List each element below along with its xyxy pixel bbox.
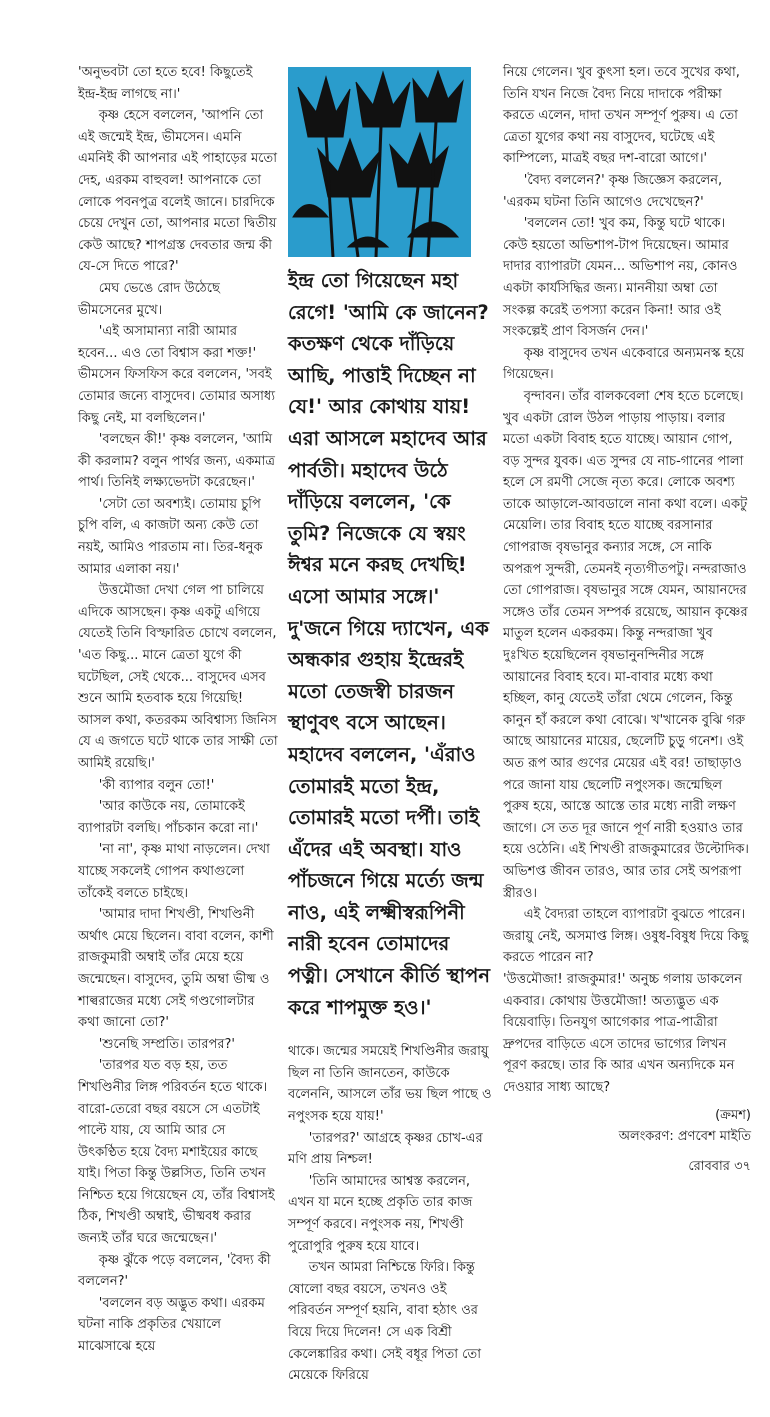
paragraph: 'উত্তমৌজা! রাজকুমার!' অনুচ্চ গলায় ডাকলেন একবার। কোথায় উত্তমৌজা! অত্যদ্ভুত এক বিয়েবাড়ি। তিনযুগ আগেকার পাত্র-পাত্রীরা দ্রুপদের বাড়িতে এসে তাদের ভাগ্যের লিখন পূরণ করছে। তার কি আর এখন অন্যদিকে মন দেওয়ার সাধ্য আছে? [503,971,743,1095]
paragraph: 'আর কাউকে নয়, তোমাকেই ব্যাপারটা বলছি। পাঁচকান করো না।' [78,799,259,836]
paragraph: 'তারপর যত বড় হয়, তত শিখণ্ডিনীর লিঙ্গ পরিবর্তন হতে থাকে। বারো-তেরো বছর বয়সে সে এতটাই পাল্টে যায়, যে আমি আর সে উৎকণ্ঠিত হয়ে বৈদ্য মশাইয়ের কাছে যাই। পিতা কিন্তু উল্লসিত, তিনি তখন নিশ্চিত হয়ে গিয়েছেন যে, তাঁর বিশ্বাসই ঠিক, শিখণ্ডী অম্বাই, ভীষ্মবধ করার জন্যই তাঁর ঘরে জন্মেছেন।' [78,1058,275,1247]
paragraph: নিয়ে গেলেন। খুব কুৎসা হল। তবে সুখের কথা, তিনি যখন নিজে বৈদ্য নিয়ে দাদাকে পরীক্ষা করতে এলেন, দাদা তখন সম্পূর্ণ পুরুষ। এ তো ত্রেতা যুগের কথা নয় বাসুদেব, ঘটেছে এই কাম্পিল্যে, মাত্রই বছর দশ-বারো আগে।' [503,65,740,167]
paragraph: উত্তমৌজা দেখা গেল পা চালিয়ে এদিকে আসছেন। কৃষ্ণ একটু এগিয়ে যেতেই তিনি বিস্ফারিত চোখে বললেন, 'এত কিছু... মানে ত্রেতা যুগে কী ঘটেছিল, সেই থেকে... বাসুদেব এসব শুনে আমি হতবাক হয়ে গিয়েছি! আসল কথা, কতরকম অবিশ্বাস্য জিনিস যে এ জগতে ঘটে থাকে তার সাক্ষী তো আমিই রয়েছি।' [78,583,278,771]
paragraph: 'এই অসামান্যা নারী আমার হবেন... এও তো বিশ্বাস করা শক্ত!' ভীমসেন ফিসফিস করে বললেন, 'সবই তোমার জন্যে বাসুদেব। তোমার অসাধ্য কিছু নেই, মা বলছিলেন।' [78,324,275,426]
page-folio: রোববার ৩৭ [688,1158,751,1174]
middle-column-stack [288,62,493,1387]
lotus-illustration [288,67,471,257]
paragraph: কৃষ্ণ বাসুদেব তখন একেবারে অন্যমনস্ক হয়ে গিয়েছেন। [503,345,745,383]
paragraph: 'অনুভবটা তো হতে হবে! কিছুতেই ইন্দ্র-ইন্দ্র লাগছে না।' [78,65,253,102]
paragraph: কৃষ্ণ হেসে বললেন, 'আপনি তো এই জন্মেই ইন্দ্র, ভীমসেন। এমনি এমনিই কী আপনার এই পাহাড়ের মতো দেহ, এরকম বাহুবল! আপনাকে তো লোকে পবনপুত্র বলেই জানে। চারদিকে চেয়ে দেখুন তো, আপনার মতো দ্বিতীয় কেউ আছে? শাপগ্রস্ত দেবতার জন্ম কী যে-সে দিতে পারে?' [78,108,277,275]
paragraph: 'বললেন তো! খুব কম, কিন্তু ঘটে থাকে। কেউ হয়তো অভিশাপ-টাপ দিয়েছেন। আমার দাদার ব্যাপারটা যেমন... অভিশাপ নয়, কোনও একটা কার্যসিদ্ধির জন্য। মাননীয়া অম্বা তো সংকল্প করেই তপস্যা করেন কিনা! আর ওই সংকল্পেই প্রাণ বিসর্জন দেন।' [503,216,738,340]
paragraph: মেঘ ভেঙে রোদ উঠেছে ভীমসেনের মুখে। [78,280,220,318]
paragraph: 'না না', কৃষ্ণ মাথা নাড়লেন। দেখা যাচ্ছে সকলেই গোপন কথাগুলো তাঁকেই বলতে চাইছে। [78,842,270,901]
illustration-credit: অলংকরণ: প্রণবেশ মাইতি [618,1129,751,1145]
paragraph: বৃন্দাবন। তাঁর বালকবেলা শেষ হতে চলেছে। খুব একটা রোল উঠল পাড়ায় পাড়ায়। বলার মতো একটা বিবাহ হতে যাচ্ছে। আয়ান গোপ, বড় সুন্দর যুবক। এত সুন্দর যে নাচ-গানের পালা হলে সে রমণী সেজে নৃত্য করে। লোকে অবশ্য তাকে আড়ালে-আবডালে নানা কথা বলে। একটু মেয়েলি। তার বিবাহ হতে যাচ্ছে বরসানার গোপরাজ বৃষভানুর কন্যার সঙ্গে, সে নাকি অপরূপ সুন্দরী, তেমনই নৃত্যগীতপটু। নন্দরাজাও তো গোপরাজ। বৃষভানুর সঙ্গে যেমন, আয়ানদের সঙ্গেও তাঁর তেমন সম্পর্ক রয়েছে, আয়ান কৃষ্ণের মাতুল হলেন একরকম। কিন্তু নন্দরাজা খুব দুঃখিত হয়েছিলেন বৃষভানুনন্দিনীর সঙ্গে আয়ানের বিবাহ হবে। মা-বাবার মধ্যে কথা হচ্ছিল, কানু যেতেই তাঁরা থেমে গেলেন, কিন্তু কানুন হাঁ করলে কথা বোঝে। খ'খানেক বুঝি গরু আছে আয়ানের মায়ের, ছেলেটি চুড়ু গনেশ। ওই অত রূপ আর গুণের মেয়ের এই বর! তাছাড়াও পরে জানা যায় ছেলেটি নপুংসক। জন্মেছিল পুরুষ হয়ে, আস্তে আস্তে তার মধ্যে নারী লক্ষণ জাগে। সে তত দূর জানে পূর্ণ নারী হওয়াও তার হয়ে ওঠেনি। এই শিখণ্ডী রাজকুমারের উল্টোদিক। অভিশপ্ত জীবন তারও, আর তার সেই অপরূপা স্ত্রীরও। [503,388,749,901]
paragraph: কৃষ্ণ ঝুঁকে পড়ে বললেন, 'বৈদ্য কী বললেন?' [78,1252,271,1290]
paragraph: 'সেটা তো অবশ্যই। তোমায় চুপি চুপি বলি, এ কাজটা অন্য কেউ তো নয়ই, আমিও পারতাম না। তির-ধনুক আমার এলাকা নয়।' [78,496,263,577]
continued-label: (ক্রমশ) [715,1107,751,1123]
left-column [78,62,278,1358]
middle-column [288,1041,493,1387]
paragraph: 'বলছেন কী!' কৃষ্ণ বললেন, 'আমি কী করলাম? বলুন পার্থর জন্য, একমাত্র পার্থ। তিনিই লক্ষ্যভেদটা করেছেন।' [78,432,275,491]
paragraph: তখন আমরা নিশ্চিন্তে ফিরি। কিন্তু ষোলো বছর বয়সে, তখনও ওই পরিবর্তন সম্পূর্ণ হয়নি, বাবা হঠাৎ ওর বিয়ে দিয়ে দিলেন! সে এক বিশ্রী কেলেঙ্কারির কথা। সেই বধূর পিতা তো মেয়েকে ফিরিয়ে [288,1260,481,1384]
paragraph: 'বললেন বড় অদ্ভুত কথা। এরকম ঘটনা নাকি প্রকৃতির খেয়ালে মাঝেসাঝে হয়ে [78,1295,265,1355]
paragraph: 'আমার দাদা শিখণ্ডী, শিখণ্ডিনী অর্থাৎ মেয়ে ছিলেন। বাবা বলেন, কাশী রাজকুমারী অম্বাই তাঁর মেয়ে হয়ে জন্মেছেন। বাসুদেব, তুমি অম্বা ভীষ্ম ও শাল্বরাজের মধ্যে সেই গণ্ডগোলটার কথা জানো তো?' [78,907,274,1031]
paragraph: 'তিনি আমাদের আশ্বস্ত করলেন, এখন যা মনে হচ্ছে প্রকৃতি তার কাজ সম্পূর্ণ করবে। নপুংসক নয়, শিখণ্ডী পুরোপুরি পুরুষ হয়ে যাবে। [288,1173,473,1254]
paragraph: 'বৈদ্য বললেন?' কৃষ্ণ জিজ্ঞেস করলেন, 'এরকম ঘটনা তিনি আগেও দেখেছেন?' [503,172,723,210]
right-column [503,62,751,1177]
paragraph: এই বৈদ্যরা তাহলে ব্যাপারটা বুঝতে পারেন। জরায়ু নেই, অসমাপ্ত লিঙ্গ। ওষুধ-বিষুধ দিয়ে কিছু করতে পারেন না? [503,907,749,966]
pull-quote: ইন্দ্র তো গিয়েছেন মহা রেগে! 'আমি কে জানেন? কতক্ষণ থেকে দাঁড়িয়ে আছি, পাত্তাই দিচ্ছেন না যে!' আর কোথায় যায়! এরা আসলে মহাদেব আর পার্বতী। মহাদেব উঠে দাঁড়িয়ে বললেন, 'কে তুমি? নিজেকে যে স্বয়ং ঈশ্বর মনে করছ দেখছি! এসো আমার সঙ্গে।' দু'জনে গিয়ে দ্যাখেন, এক অন্ধকার গুহায় ইন্দ্রেরই মতো তেজস্বী চারজন স্থাণুবৎ বসে আছেন। মহাদেব বললেন, 'এঁরাও তোমারই মতো ইন্দ্র, তোমারই মতো দর্পী। তাই এঁদের এই অবস্থা। যাও পাঁচজনে গিয়ে মর্ত্যে জন্ম নাও, এই লক্ষ্মীস্বরূপিনী নারী হবেন তোমাদের পত্নী। সেখানে কীর্তি স্থাপন করে শাপমুক্ত হও।' [288,269,491,1019]
paragraph: থাকে। জন্মের সময়েই শিখণ্ডিনীর জরায়ু ছিল না তিনি জানতেন, কাউকে বলেননি, আসলে তাঁর ভয় ছিল পাছে ও নপুংসক হয়ে যায়!' [288,1044,492,1125]
end-notes [503,1105,751,1178]
paragraph: 'শুনেছি সম্প্রতি। তারপর?' [98,1036,235,1052]
paragraph: 'তারপর?' আগ্রহে কৃষ্ণর চোখ-এর মণি প্রায় নিশ্চল! [288,1130,483,1168]
paragraph: 'কী ব্যাপার বলুন তো!' [98,777,215,793]
